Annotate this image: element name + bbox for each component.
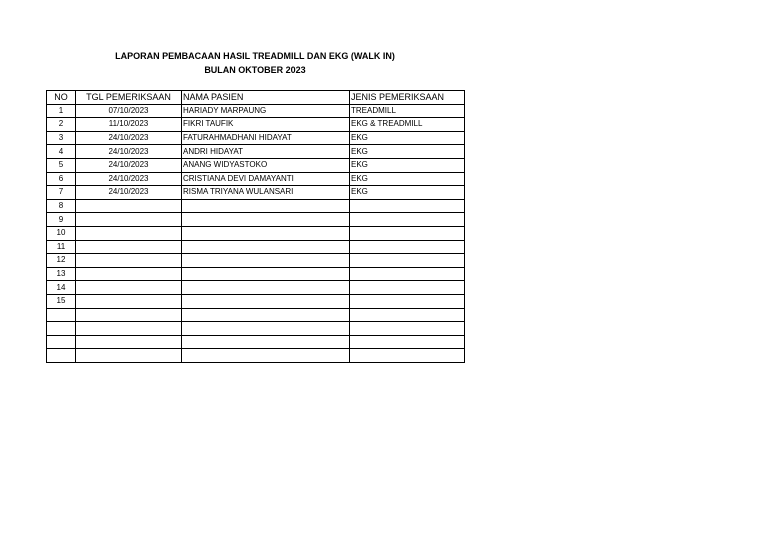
table-row <box>47 145 465 159</box>
cell-jenis-pemeriksaan <box>350 213 465 227</box>
table-row <box>47 349 465 363</box>
cell-nama-pasien <box>182 335 350 349</box>
table-row <box>47 131 465 145</box>
cell-nama-pasien <box>182 281 350 295</box>
cell-jenis-pemeriksaan <box>350 281 465 295</box>
cell-jenis-pemeriksaan <box>350 308 465 322</box>
cell-nama-pasien: ANANG WIDYASTOKO <box>182 158 350 172</box>
table-row <box>47 199 465 213</box>
cell-tgl-pemeriksaan <box>76 254 182 268</box>
cell-no: 12 <box>47 254 76 268</box>
cell-no: 10 <box>47 226 76 240</box>
cell-no <box>47 349 76 363</box>
cell-jenis-pemeriksaan: TREADMILL <box>350 104 465 118</box>
table-row <box>47 267 465 281</box>
cell-tgl-pemeriksaan: 24/10/2023 <box>76 131 182 145</box>
cell-no: 4 <box>47 145 76 159</box>
header-nama-pasien: NAMA PASIEN <box>182 91 350 105</box>
cell-no: 7 <box>47 186 76 200</box>
cell-jenis-pemeriksaan <box>350 254 465 268</box>
cell-nama-pasien: ANDRI HIDAYAT <box>182 145 350 159</box>
report-subtitle: BULAN OKTOBER 2023 <box>204 65 306 75</box>
cell-tgl-pemeriksaan <box>76 240 182 254</box>
table-row <box>47 294 465 308</box>
cell-tgl-pemeriksaan <box>76 213 182 227</box>
cell-nama-pasien: HARIADY MARPAUNG <box>182 104 350 118</box>
cell-no <box>47 335 76 349</box>
table-row <box>47 213 465 227</box>
cell-tgl-pemeriksaan: 11/10/2023 <box>76 118 182 132</box>
table-row <box>47 240 465 254</box>
cell-nama-pasien <box>182 267 350 281</box>
table-row <box>47 322 465 336</box>
cell-tgl-pemeriksaan <box>76 322 182 336</box>
cell-no <box>47 322 76 336</box>
cell-tgl-pemeriksaan: 24/10/2023 <box>76 158 182 172</box>
cell-tgl-pemeriksaan: 24/10/2023 <box>76 145 182 159</box>
cell-tgl-pemeriksaan <box>76 267 182 281</box>
cell-tgl-pemeriksaan <box>76 281 182 295</box>
cell-jenis-pemeriksaan: EKG <box>350 186 465 200</box>
cell-jenis-pemeriksaan <box>350 199 465 213</box>
cell-no: 3 <box>47 131 76 145</box>
cell-tgl-pemeriksaan: 24/10/2023 <box>76 172 182 186</box>
cell-jenis-pemeriksaan: EKG & TREADMILL <box>350 118 465 132</box>
table-row <box>47 226 465 240</box>
cell-tgl-pemeriksaan: 24/10/2023 <box>76 186 182 200</box>
table-row <box>47 308 465 322</box>
table-row <box>47 335 465 349</box>
table-row <box>47 172 465 186</box>
cell-nama-pasien <box>182 240 350 254</box>
cell-nama-pasien <box>182 308 350 322</box>
table-body <box>47 104 465 362</box>
cell-no: 11 <box>47 240 76 254</box>
cell-nama-pasien <box>182 254 350 268</box>
report-title: LAPORAN PEMBACAAN HASIL TREADMILL DAN EKG (WALK IN) <box>115 51 395 61</box>
cell-nama-pasien <box>182 199 350 213</box>
cell-nama-pasien: FATURAHMADHANI HIDAYAT <box>182 131 350 145</box>
cell-no: 13 <box>47 267 76 281</box>
table-header <box>47 91 465 105</box>
table-row <box>47 158 465 172</box>
cell-jenis-pemeriksaan <box>350 226 465 240</box>
cell-no: 2 <box>47 118 76 132</box>
cell-tgl-pemeriksaan <box>76 335 182 349</box>
cell-nama-pasien <box>182 226 350 240</box>
header-tgl-pemeriksaan: TGL PEMERIKSAAN <box>76 91 182 105</box>
cell-no: 6 <box>47 172 76 186</box>
table-row <box>47 118 465 132</box>
cell-jenis-pemeriksaan <box>350 240 465 254</box>
cell-nama-pasien: RISMA TRIYANA WULANSARI <box>182 186 350 200</box>
cell-no <box>47 308 76 322</box>
cell-jenis-pemeriksaan <box>350 267 465 281</box>
cell-jenis-pemeriksaan <box>350 294 465 308</box>
cell-no: 1 <box>47 104 76 118</box>
cell-no: 14 <box>47 281 76 295</box>
table-row <box>47 104 465 118</box>
cell-no: 8 <box>47 199 76 213</box>
cell-no: 5 <box>47 158 76 172</box>
cell-tgl-pemeriksaan <box>76 226 182 240</box>
cell-jenis-pemeriksaan <box>350 322 465 336</box>
report-table <box>46 90 465 363</box>
table-row <box>47 281 465 295</box>
cell-nama-pasien <box>182 322 350 336</box>
cell-tgl-pemeriksaan <box>76 294 182 308</box>
cell-jenis-pemeriksaan: EKG <box>350 131 465 145</box>
cell-nama-pasien <box>182 349 350 363</box>
cell-nama-pasien: FIKRI TAUFIK <box>182 118 350 132</box>
header-jenis-pemeriksaan: JENIS PEMERIKSAAN <box>350 91 465 105</box>
cell-jenis-pemeriksaan <box>350 349 465 363</box>
cell-tgl-pemeriksaan <box>76 199 182 213</box>
cell-tgl-pemeriksaan <box>76 308 182 322</box>
cell-nama-pasien <box>182 294 350 308</box>
cell-nama-pasien: CRISTIANA DEVI DAMAYANTI <box>182 172 350 186</box>
cell-no: 15 <box>47 294 76 308</box>
cell-jenis-pemeriksaan <box>350 335 465 349</box>
table-row <box>47 254 465 268</box>
header-row <box>47 91 465 105</box>
header-no: NO <box>47 91 76 105</box>
cell-tgl-pemeriksaan <box>76 349 182 363</box>
cell-jenis-pemeriksaan: EKG <box>350 158 465 172</box>
cell-jenis-pemeriksaan: EKG <box>350 145 465 159</box>
cell-tgl-pemeriksaan: 07/10/2023 <box>76 104 182 118</box>
cell-nama-pasien <box>182 213 350 227</box>
cell-no: 9 <box>47 213 76 227</box>
table-row <box>47 186 465 200</box>
cell-jenis-pemeriksaan: EKG <box>350 172 465 186</box>
